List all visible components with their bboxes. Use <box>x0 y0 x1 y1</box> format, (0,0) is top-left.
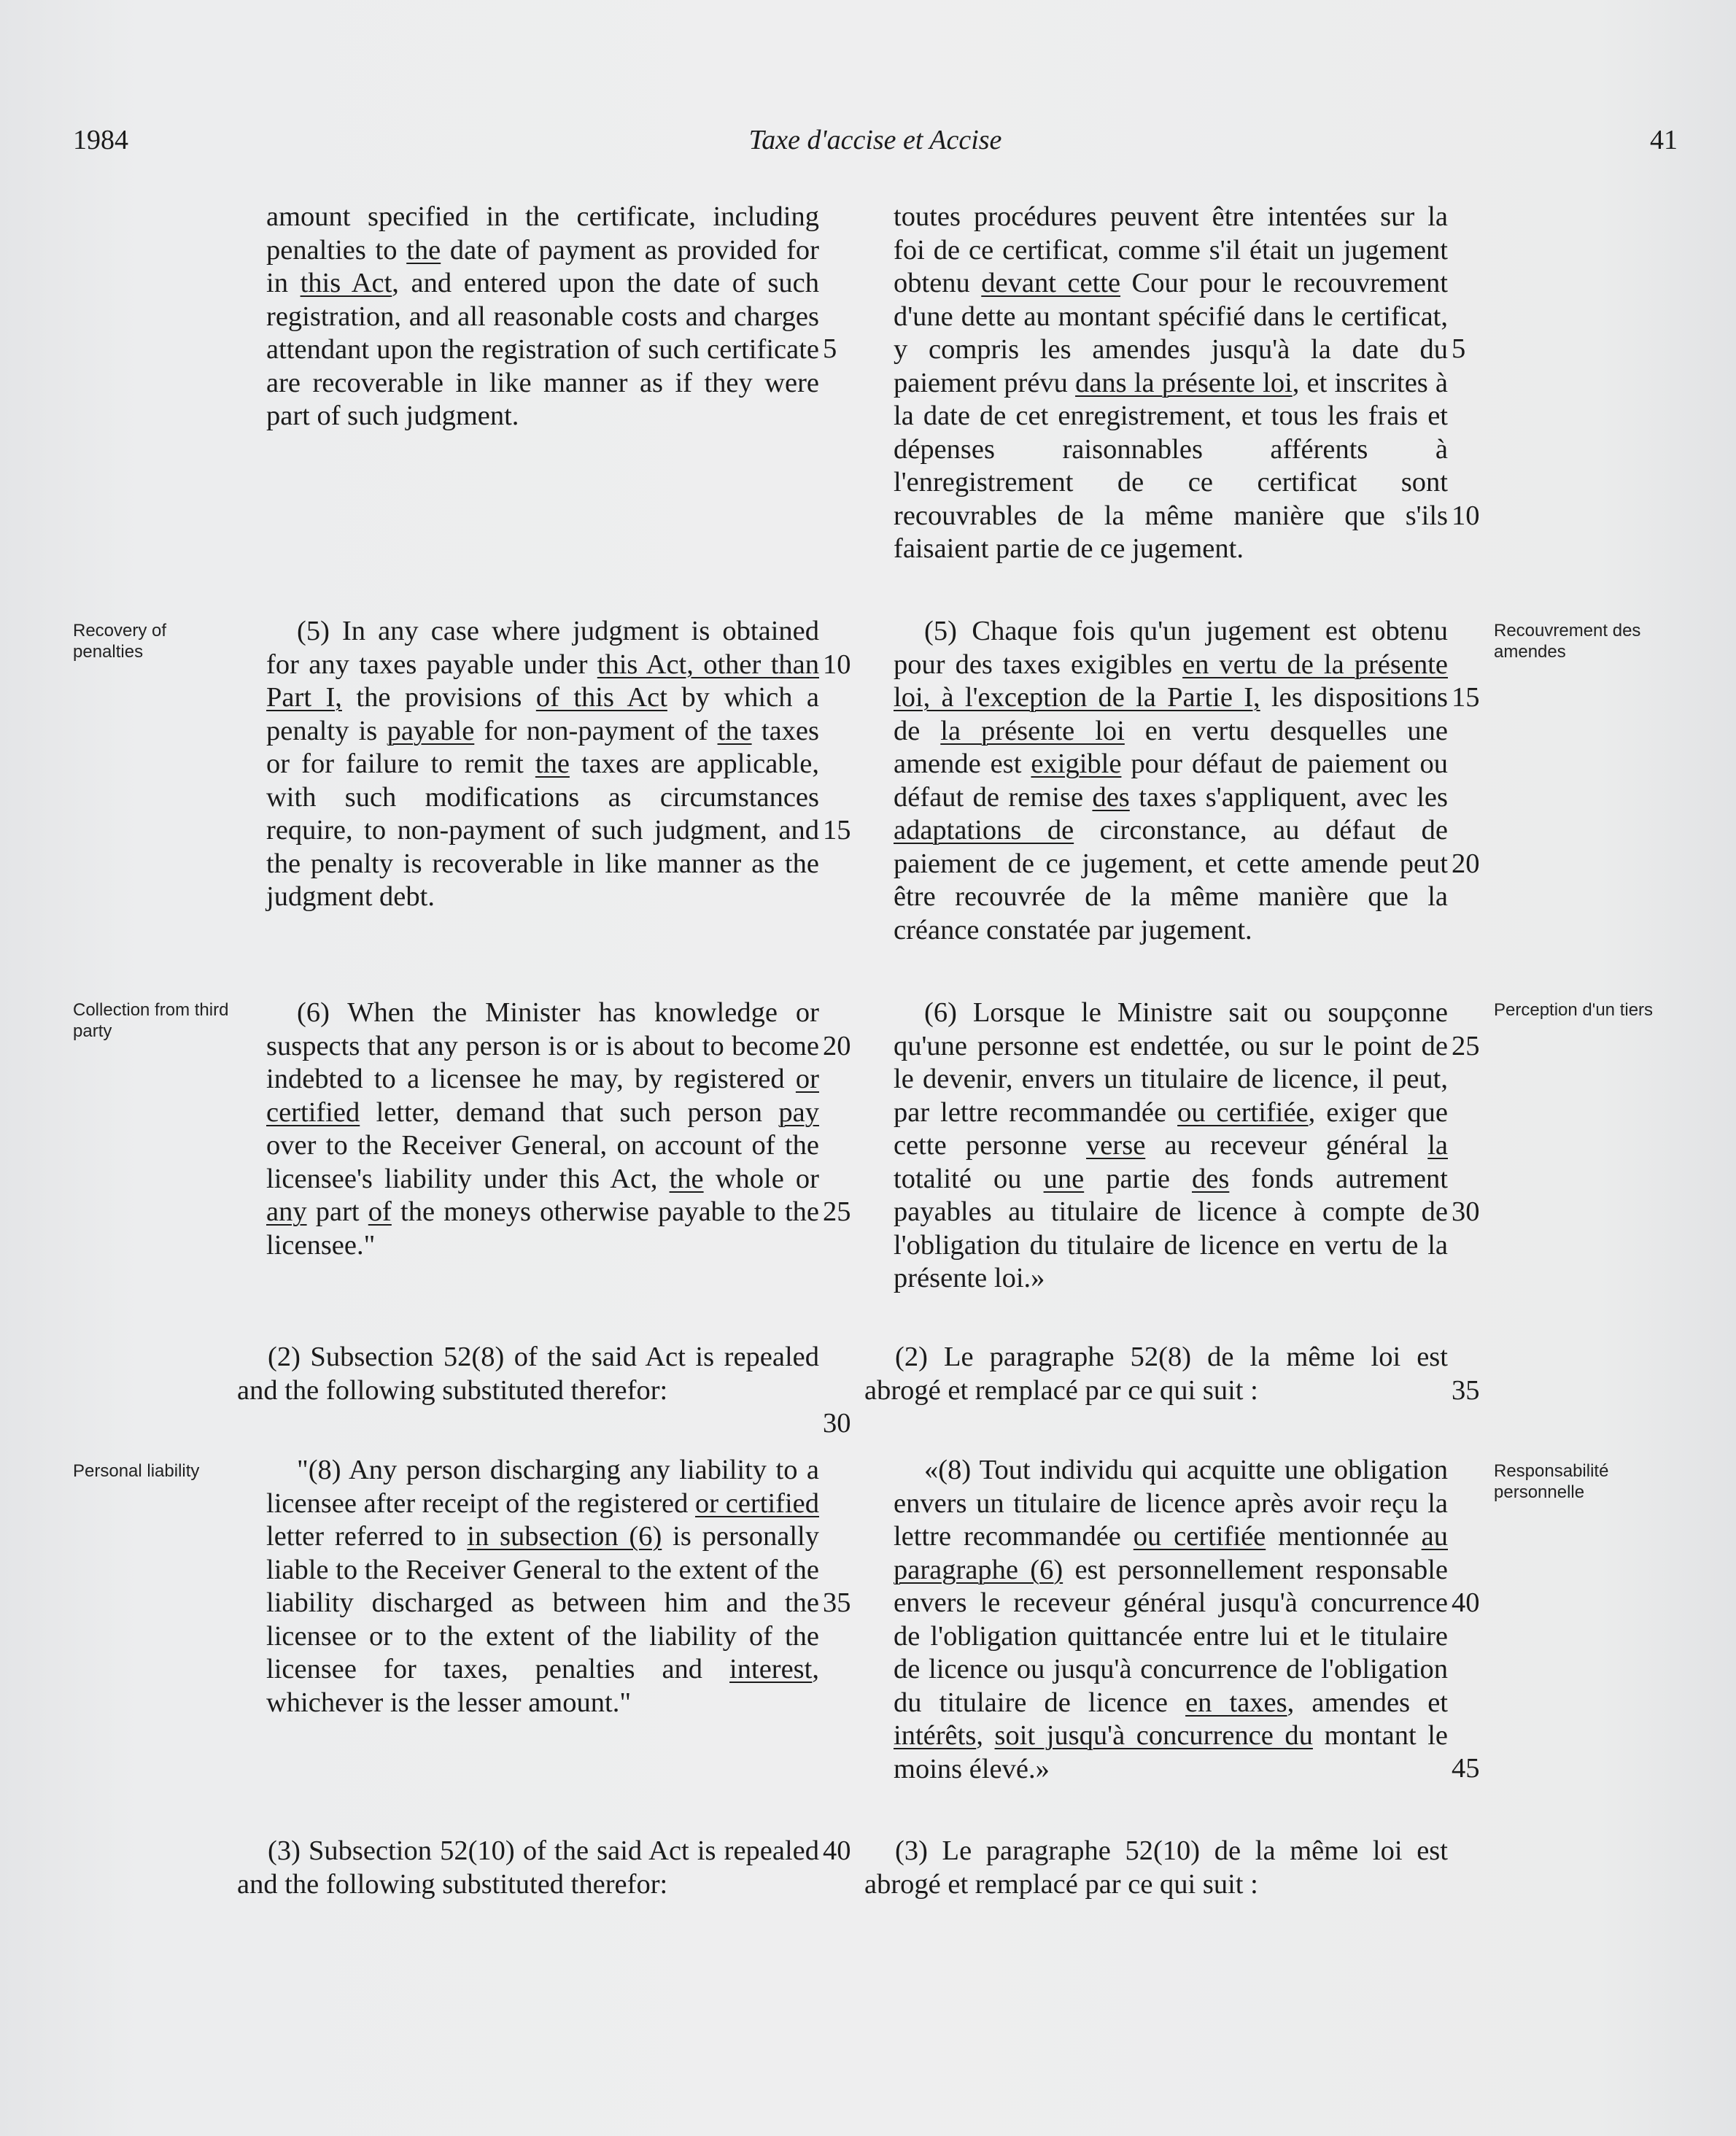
line-number: 25 <box>823 1196 851 1227</box>
line-number: 40 <box>823 1835 851 1866</box>
side-note-perception-dun-tiers: Perception d'un tiers <box>1494 1000 1654 1020</box>
line-number: 35 <box>1452 1375 1480 1406</box>
english-amendment-2: (2) Subsection 52(8) of the said Act is repealed and the following substituted therefor: <box>237 1342 819 1406</box>
line-number: 30 <box>823 1408 851 1439</box>
line-number: 35 <box>823 1587 851 1618</box>
french-subsection-5: (5) Chaque fois qu'un jugement est obtenu pour des taxes exigibles en vertu de la présente loi, à l'exception de la Partie I, les dispositions de la présente loi en vertu desquelles une amende est exigible pour défaut de paiement ou défaut de remise des taxes s'appliquent, avec les adaptations de circonstance, au défaut de paiement de ce jugement, et cette amende peut être recouvrée de la même manière que la créance constatée par jugement. <box>894 616 1449 945</box>
line-number: 20 <box>823 1031 851 1061</box>
line-number: 25 <box>1452 1031 1480 1061</box>
side-note-recovery-of-penalties: Recovery of penalties <box>73 621 167 662</box>
line-number: 20 <box>1452 848 1480 879</box>
french-paragraph-continuation: toutes procédures peuvent être intentées sur la foi de ce certificat, comme s'il était un jugement obtenu devant cette Cour pour le recouvrement d'une dette au montant spécifié dans le certificat, y compris les amendes jusqu'à la date du paiement prévu dans la présente loi, et inscrites à la date de cet enregistrement, et tous les frais et dépenses raisonnables afférents à l'enregistrement de ce certificat sont recouvrables de la même manière que s'ils faisaient partie de ce jugement. <box>894 201 1449 564</box>
header-page-number: 41 <box>1650 125 1678 155</box>
line-number: 30 <box>1452 1196 1480 1227</box>
english-amendment-3: (3) Subsection 52(10) of the said Act is repealed and the following substituted therefor: <box>237 1835 819 1900</box>
side-note-responsabilite-personnelle: Responsabilité personnelle <box>1494 1461 1609 1502</box>
line-number: 5 <box>1452 333 1466 364</box>
french-amendment-2: (2) Le paragraphe 52(8) de la même loi est abrogé et remplacé par ce qui suit : <box>864 1342 1448 1406</box>
line-number: 10 <box>1452 500 1480 531</box>
english-subsection-6: (6) When the Minister has knowledge or suspects that any person is or is about to become indebted to a licensee he may, by registered or certified letter, demand that such person pay over to the Receiver General, on account of the licensee's liability under this Act, the whole or any part of the moneys otherwise payable to the licensee." <box>266 997 820 1261</box>
line-number: 40 <box>1452 1587 1480 1618</box>
line-number: 5 <box>823 333 837 364</box>
header-title: Taxe d'accise et Accise <box>748 125 1002 155</box>
french-subsection-6: (6) Lorsque le Ministre sait ou soupçonne qu'une personne est endettée, ou sur le point de le devenir, envers un titulaire de licence, il peut, par lettre recommandée ou certifiée, exiger que cette personne verse au receveur général la totalité ou une partie des fonds autrement payables au titulaire de licence à compte de l'obligation du titulaire de licence en vertu de la présente loi.» <box>894 997 1448 1293</box>
line-number: 10 <box>823 649 851 680</box>
english-subsection-5: (5) In any case where judgment is obtained for any taxes payable under this Act, other than Part I, the provisions of this Act by which a penalty is payable for non-payment of the taxes or for failure to remit the taxes are applicable, with such modifications as circumstances require, to non-payment of such judgment, and the penalty is recoverable in like manner as the judgment debt. <box>266 616 820 912</box>
line-number: 15 <box>1452 682 1480 713</box>
side-note-personal-liability: Personal liability <box>73 1461 200 1481</box>
page-header <box>73 124 1678 168</box>
french-subsection-8: «(8) Tout individu qui acquitte une obligation envers un titulaire de licence après avoir reçu la lettre recommandée ou certifiée mentionnée au paragraphe (6) est personnellement responsable envers le receveur général jusqu'à concurrence de l'obligation quittancée entre lui et le titulaire de licence ou jusqu'à concurrence de l'obligation du titulaire de licence en taxes, amendes et intérêts, soit jusqu'à concurrence du montant le moins élevé.» <box>894 1455 1449 1784</box>
line-number: 45 <box>1452 1753 1480 1784</box>
line-number: 15 <box>823 815 851 846</box>
side-note-collection-from-third-party: Collection from third party <box>73 1000 229 1041</box>
french-amendment-3: (3) Le paragraphe 52(10) de la même loi est abrogé et remplacé par ce qui suit : <box>864 1835 1448 1900</box>
english-paragraph-continuation: amount specified in the certificate, including penalties to the date of payment as provided for in this Act, and entered upon the date of such registration, and all reasonable costs and charges attendant upon the registration of such certificate are recoverable in like manner as if they were part of such judgment. <box>266 201 819 431</box>
side-note-recouvrement-des-amendes: Recouvrement des amendes <box>1494 621 1641 662</box>
english-subsection-8: "(8) Any person discharging any liability to a licensee after receipt of the registered or certified letter referred to in subsection (6) is personally liable to the Receiver General to the extent of the liability discharged as between him and the licensee or to the extent of the liability of the licensee for taxes, penalties and interest, whichever is the lesser amount." <box>266 1455 819 1718</box>
header-year: 1984 <box>73 125 128 155</box>
